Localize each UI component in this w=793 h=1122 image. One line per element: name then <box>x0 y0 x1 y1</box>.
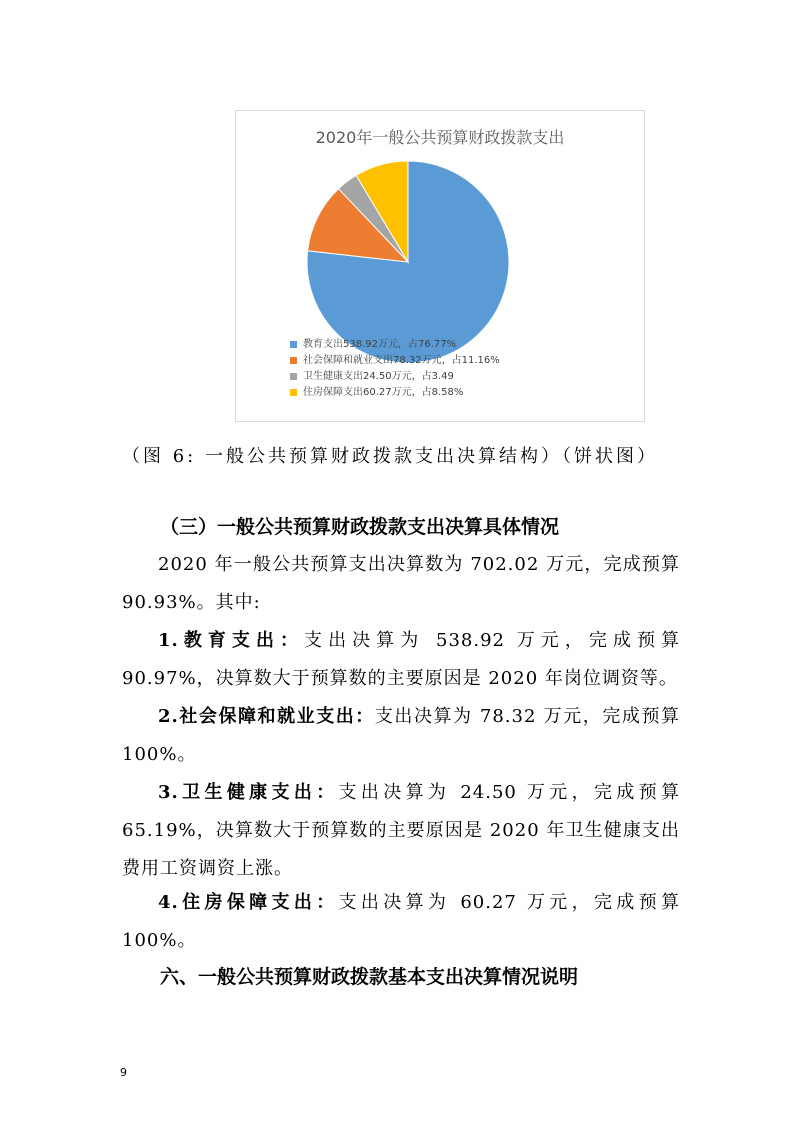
paragraph-text: 支出决算为 24.50 万元，完成预算 65.19%，决算数大于预算数的主要原因是 2020 年卫生健康支出费用工资调资上涨。 <box>122 782 680 879</box>
paragraph-label: 1.教育支出： <box>158 630 305 651</box>
figure-caption: （图 6: 一般公共预算财政拨款支出决算结构）（饼状图） <box>122 446 658 467</box>
legend-item <box>290 369 500 385</box>
paragraph-label: 4.住房保障支出： <box>158 892 339 913</box>
paragraph-text: 支出决算为 538.92 万元，完成预算 90.97%，决算数大于预算数的主要原因是 2020 年岗位调资等。 <box>122 630 680 689</box>
chart-title: 2020年一般公共预算财政拨款支出 <box>315 128 565 147</box>
paragraph-text: 支出决算为 60.27 万元，完成预算 100%。 <box>122 892 680 951</box>
legend-item <box>290 353 500 369</box>
paragraph-label: 2.社会保障和就业支出： <box>158 706 375 727</box>
paragraph-housing <box>122 884 680 960</box>
legend-label: 社会保障和就业支出78.32万元，占11.16% <box>303 355 500 366</box>
section-heading: （三）一般公共预算财政拨款支出决算具体情况 <box>160 516 560 538</box>
legend-label: 教育支出538.92万元，占76.77% <box>303 339 457 350</box>
next-section-heading: 六、一般公共预算财政拨款基本支出决算情况说明 <box>160 966 579 988</box>
legend-label: 卫生健康支出24.50万元，占3.49 <box>303 371 454 382</box>
legend-swatch <box>290 389 297 396</box>
legend-item <box>290 337 500 353</box>
legend-item <box>290 385 500 401</box>
legend-swatch <box>290 373 297 380</box>
legend-swatch <box>290 357 297 364</box>
page-number: 9 <box>120 1066 127 1079</box>
legend-swatch <box>290 341 297 348</box>
paragraph-education <box>122 622 680 698</box>
paragraph-text: 支出决算为 78.32 万元，完成预算 100%。 <box>122 706 680 765</box>
intro-paragraph: 2020 年一般公共预算支出决算数为 702.02 万元，完成预算 90.93%。其中: <box>122 554 680 613</box>
paragraph-social-security <box>122 698 680 774</box>
pie-chart <box>235 110 645 422</box>
paragraph-label: 3.卫生健康支出： <box>158 782 339 803</box>
legend-label: 住房保障支出60.27万元，占8.58% <box>303 387 464 398</box>
chart-legend <box>290 337 500 401</box>
paragraph-health <box>122 774 680 888</box>
